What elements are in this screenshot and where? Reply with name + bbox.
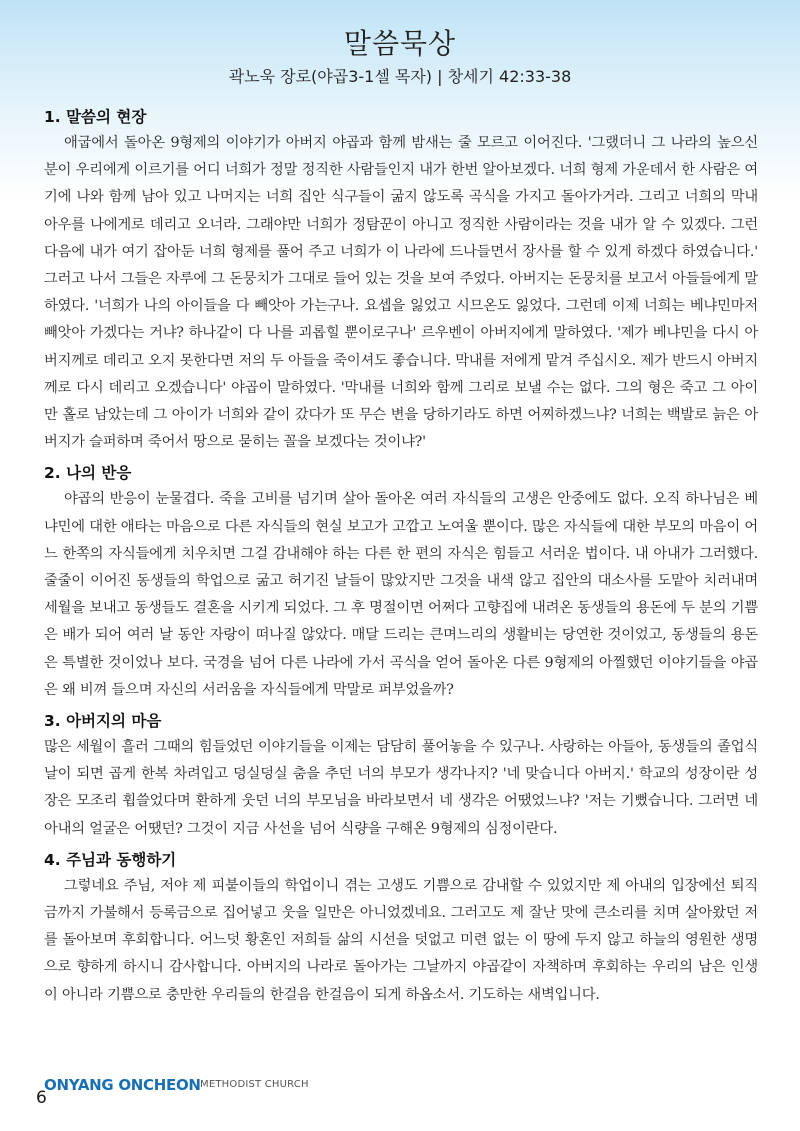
page-footer xyxy=(22,1076,422,1106)
section-fathers-heart xyxy=(44,708,758,843)
page-number: 6 xyxy=(36,1088,47,1108)
section-my-response xyxy=(44,460,758,704)
church-logo-subtitle: METHODIST CHURCH xyxy=(200,1079,309,1090)
section-heading: 4. 주님과 동행하기 xyxy=(44,850,177,869)
section-word-scene xyxy=(44,104,758,456)
page-title: 말씀묵상 xyxy=(343,27,457,60)
page-header xyxy=(0,0,800,100)
section-text: 야곱의 반응이 눈물겹다. 죽을 고비를 넘기며 살아 돌아온 여러 자식들의 고생은 안중에도 없다. 오직 하나님은 베냐민에 대한 애타는 마음으로 다른 자식들의 현실 보고가 고깝고 노여울 뿐이다. 많은 자식들에 대한 부모의 마음이 어느 한쪽의 자식들에게 치우치면 그걸 감내해야 하는 다른 한 편의 자식은 힘들고 서러운 법이다. 내 아내가 그러했다. 줄줄이 이어진 동생들의 학업으로 굶고 허기진 날들이 많았지만 그것을 내색 않고 집안의 대소사를 도맡아 치러내며 세월을 보내고 동생들도 결혼을 시키게 되었다. 그 후 명절이면 어쩌다 고향집에 내려온 동생들의 용돈에 두 분의 기쁨은 배가 되어 여러 날 동안 자랑이 떠나질 않았다. 매달 드리는 큰며느리의 생활비는 당연한 것이었고, 동생들의 용돈은 특별한 것이었나 보다. 국경을 넘어 다른 나라에 가서 곡식을 얻어 돌아온 다른 9형제의 아찔했던 이야기들을 야곱은 왜 비껴 들으며 자신의 서러움을 자식들에게 막말로 퍼부었을까? xyxy=(44,491,758,698)
section-heading: 1. 말씀의 현장 xyxy=(44,108,147,126)
section-text: 애굽에서 돌아온 9형제의 이야기가 아버지 야곱과 함께 밤새는 줄 모르고 이어진다. '그랬더니 그 나라의 높으신 분이 우리에게 이르기를 어디 너희가 정말 정직한 사람들인지 내가 한번 알아보겠다. 너희 형제 가운데서 한 사람은 여기에 나와 함께 남아 있고 나머지는 너희 집안 식구들이 굶지 않도록 곡식을 가지고 돌아가거라. 그리고 너희의 막내 아우를 나에게로 데리고 오너라. 그래야만 너희가 정탐꾼이 아니고 정직한 사람이라는 것을 내가 알 수 있겠다. 그런 다음에 내가 여기 잡아둔 너희 형제를 풀어 주고 너희가 이 나라에 드나들면서 장사를 할 수 있게 하겠다 하였습니다.' 그러고 나서 그들은 자루에 그 돈뭉치가 그대로 들어 있는 것을 보여 주었다. 아버지는 돈뭉치를 보고서 아들들에게 말하였다. '너희가 나의 아이들을 다 빼앗아 가는구나. 요셉을 잃었고 시므온도 잃었다. 그런데 이제 너희는 베냐민마저 빼앗아 가겠다는 거냐? 하나같이 다 나를 괴롭힐 뿐이로구나' 르우벤이 아버지에게 말하였다. '제가 베냐민을 다시 아버지께로 데리고 오지 못한다면 저의 두 아들을 죽이셔도 좋습니다. 막내를 저에게 맡겨 주십시오. 제가 반드시 아버지께로 다시 데리고 오겠습니다' 야곱이 말하였다. '막내를 너희와 함께 그리로 보낼 수는 없다. 그의 형은 죽고 그 아이만 홀로 남았는데 그 아이가 너희와 같이 갔다가 또 무슨 변을 당하기라도 하면 어찌하겠느냐? 너희는 백발로 늙은 아버지가 슬퍼하며 죽어서 땅으로 묻히는 꼴을 보겠다는 것이냐?' xyxy=(44,135,758,451)
section-text: 많은 세월이 흘러 그때의 힘들었던 이야기들을 이제는 담담히 풀어놓을 수 있구나. 사랑하는 아들아, 동생들의 졸업식날이 되면 곱게 한복 차려입고 덩실덩실 춤을 추던 너의 부모가 생각나지? '네 맞습니다 아버지.' 학교의 성장이란 성장은 모조리 휩쓸었다며 환하게 웃던 너의 부모님을 바라보면서 네 생각은 어땠었느냐? '저는 기뻤습니다. 그러면 네 아내의 얼굴은 어땠던? 그것이 지금 사선을 넘어 식량을 구해온 9형제의 심정이란다. xyxy=(44,739,758,837)
section-heading: 2. 나의 반응 xyxy=(44,464,132,483)
church-logo-name: ONYANG ONCHEON xyxy=(44,1076,201,1094)
page-subtitle: 곽노욱 장로(야곱3-1셀 목자) | 창세기 42:33-38 xyxy=(228,67,572,86)
section-walk-with-lord xyxy=(44,847,758,1009)
article-body xyxy=(44,104,758,1013)
section-text: 그렇네요 주님, 저야 제 피붙이들의 학업이니 겪는 고생도 기쁨으로 감내할 수 있었지만 제 아내의 입장에선 퇴직금까지 가불해서 등록금으로 집어넣고 웃을 일만은 아니었겠네요. 그러고도 제 잘난 맛에 큰소리를 치며 살아왔던 저를 돌아보며 후회합니다. 어느덧 황혼인 저희들 삶의 시선을 덧없고 미련 없는 이 땅에 두지 않고 하늘의 영원한 생명으로 향하게 하시니 감사합니다. 아버지의 나라로 돌아가는 그날까지 야곱같이 자책하며 후회하는 우리의 남은 인생이 아니라 기쁨으로 충만한 우리들의 한걸음 한걸음이 되게 하옵소서. 기도하는 새벽입니다. xyxy=(44,877,758,1003)
section-heading: 3. 아버지의 마음 xyxy=(44,712,162,731)
